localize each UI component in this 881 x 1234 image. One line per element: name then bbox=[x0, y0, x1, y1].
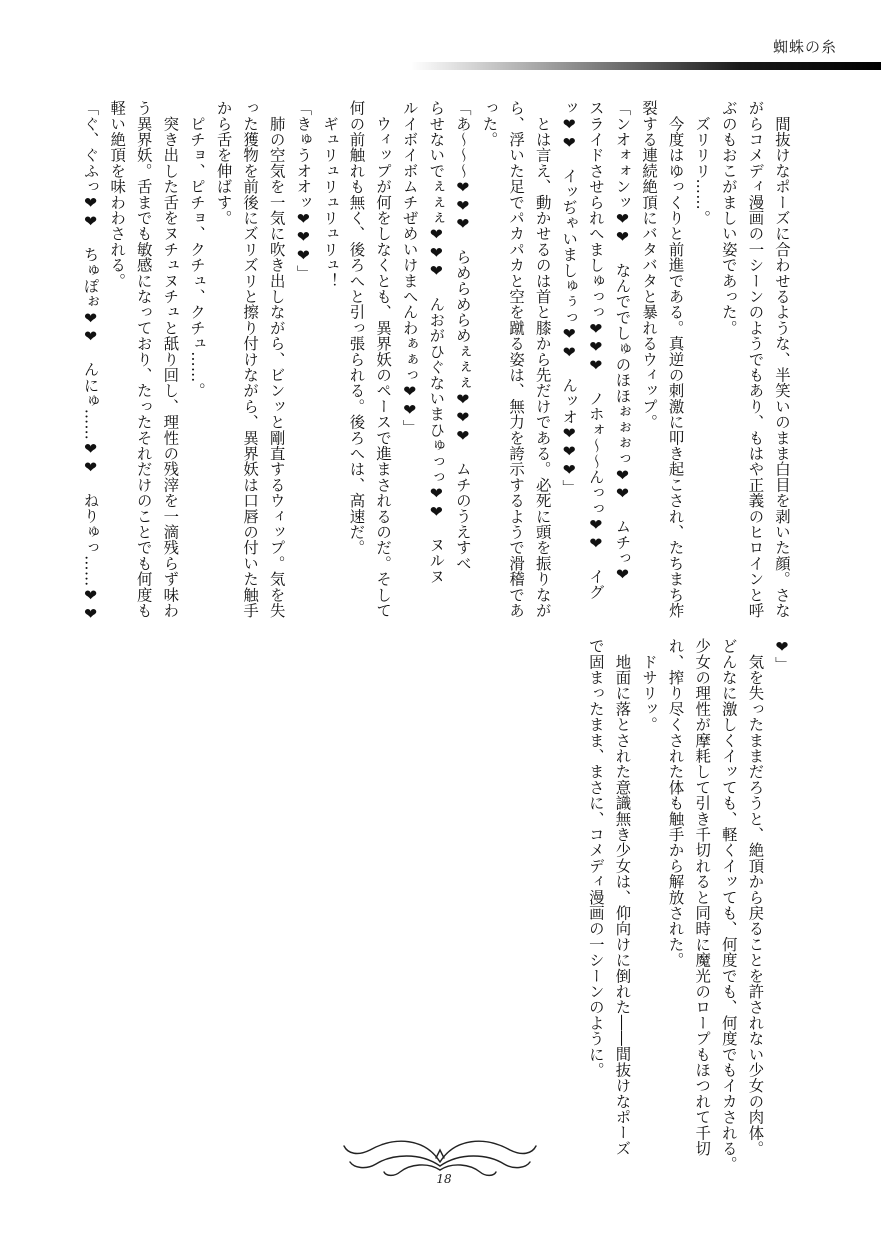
text-line: う異界妖。舌までも敏感になっており、たったそれだけのことでも何度も bbox=[134, 100, 153, 619]
text-line: 軽い絶頂を味わわされる。 bbox=[108, 100, 127, 289]
text-line: ドサリッ。 bbox=[640, 638, 659, 733]
running-title: 蜘蛛の糸 bbox=[772, 38, 837, 56]
text-line: ッ❤❤ イッぢゃいましゅぅっ❤❤ んッオ❤❤❤」 bbox=[560, 100, 579, 495]
text-line: とは言え、動かせるのは首と膝から先だけである。必死に頭を振りなが bbox=[533, 100, 552, 619]
text-line: ウィップが何をしなくとも、異界妖のペースで進まされるのだ。そして bbox=[374, 100, 393, 619]
text-line: 「きゅうオオッ❤❤❤」 bbox=[294, 100, 313, 281]
text-line: から舌を伸ばす。 bbox=[214, 100, 233, 226]
text-line: 地面に落とされた意識無き少女は、仰向けに倒れた――間抜けなポーズ bbox=[613, 638, 632, 1157]
text-line: がらコメディ漫画の一シーンのようでもあり、もはや正義のヒロインと呼 bbox=[746, 100, 765, 619]
header-rule bbox=[411, 62, 881, 70]
text-line: 裂する連続絶頂にバタバタと暴れるウィップ。 bbox=[640, 100, 659, 430]
text-line: どんなに激しくイッても、軽くイッても、何度でも、何度でもイカされる。 bbox=[719, 638, 738, 1172]
text-line: 今度はゆっくりと前進である。真逆の刺激に叩き起こされ、たちまち炸 bbox=[666, 100, 685, 619]
text-line: で固まったまま、まさに、コメディ漫画の一シーンのように。 bbox=[586, 638, 605, 1078]
text-line: った。 bbox=[480, 100, 499, 148]
text-line: ピチョ、ピチョ、クチュ、クチュ……。 bbox=[187, 100, 206, 399]
page-number: 18 bbox=[436, 1172, 452, 1186]
text-line: 突き出した舌をヌチュヌチュと舐り回し、理性の残滓を一滴残らず味わ bbox=[161, 100, 180, 619]
body-text-upper bbox=[75, 100, 795, 624]
body-text-lower bbox=[475, 638, 795, 1172]
text-line: 間抜けなポーズに合わせるような、半笑いのまま白目を剥いた顔。さな bbox=[773, 100, 791, 619]
text-line: ギュリュリュリュリュ！ bbox=[320, 100, 339, 289]
text-line: れ、搾り尽くされた体も触手から解放された。 bbox=[666, 638, 685, 968]
text-line: ルイボイボムチぜめいけまへんわぁぁっ❤❤」 bbox=[400, 100, 419, 435]
text-line: 「ンオォォンッ❤❤ なんででしゅのほほぉぉぉっ❤❤ ムチっ❤ bbox=[613, 100, 632, 584]
text-line: 「あ〜〜〜❤❤❤ らめらめらめぇぇぇ❤❤❤ ムチのうえすべ bbox=[453, 100, 472, 571]
text-line: らせないでぇぇぇ❤❤❤ んおがひぐないまひゅっっ❤❤ ヌルヌ bbox=[427, 100, 446, 584]
text-line: スライドさせられへましゅっっ❤❤❤ ノホォ〜〜んっっ❤❤ イグ bbox=[586, 100, 605, 600]
text-line: ぶのもおこがましい姿であった。 bbox=[719, 100, 738, 336]
text-line: 何の前触れも無く、後ろへと引っ張られる。後ろへは、高速だ。 bbox=[347, 100, 366, 556]
text-line: ❤」 bbox=[773, 638, 791, 672]
text-line: ら、浮いた足でパカパカと空を蹴る姿は、無力を誇示するようで滑稽であ bbox=[507, 100, 526, 619]
text-line: ズリリリ……。 bbox=[693, 100, 712, 226]
text-line: 気を失ったままだろうと、絶頂から戻ることを許されない少女の肉体。 bbox=[746, 638, 765, 1157]
text-line: 肺の空気を一気に吹き出しながら、ビンッと剛直するウィップ。気を失 bbox=[267, 100, 286, 619]
text-line: 少女の理性が摩耗して引き千切れると同時に魔光のロープもほつれて千切 bbox=[693, 638, 712, 1157]
text-line: 「ぐ、ぐふっ❤❤ ちゅぽぉ❤❤ んにゅ……❤❤ ねりゅっ……❤❤ bbox=[81, 100, 100, 624]
text-line: った獲物を前後にズリズリと擦り付けながら、異界妖は口唇の付いた触手 bbox=[241, 100, 260, 619]
